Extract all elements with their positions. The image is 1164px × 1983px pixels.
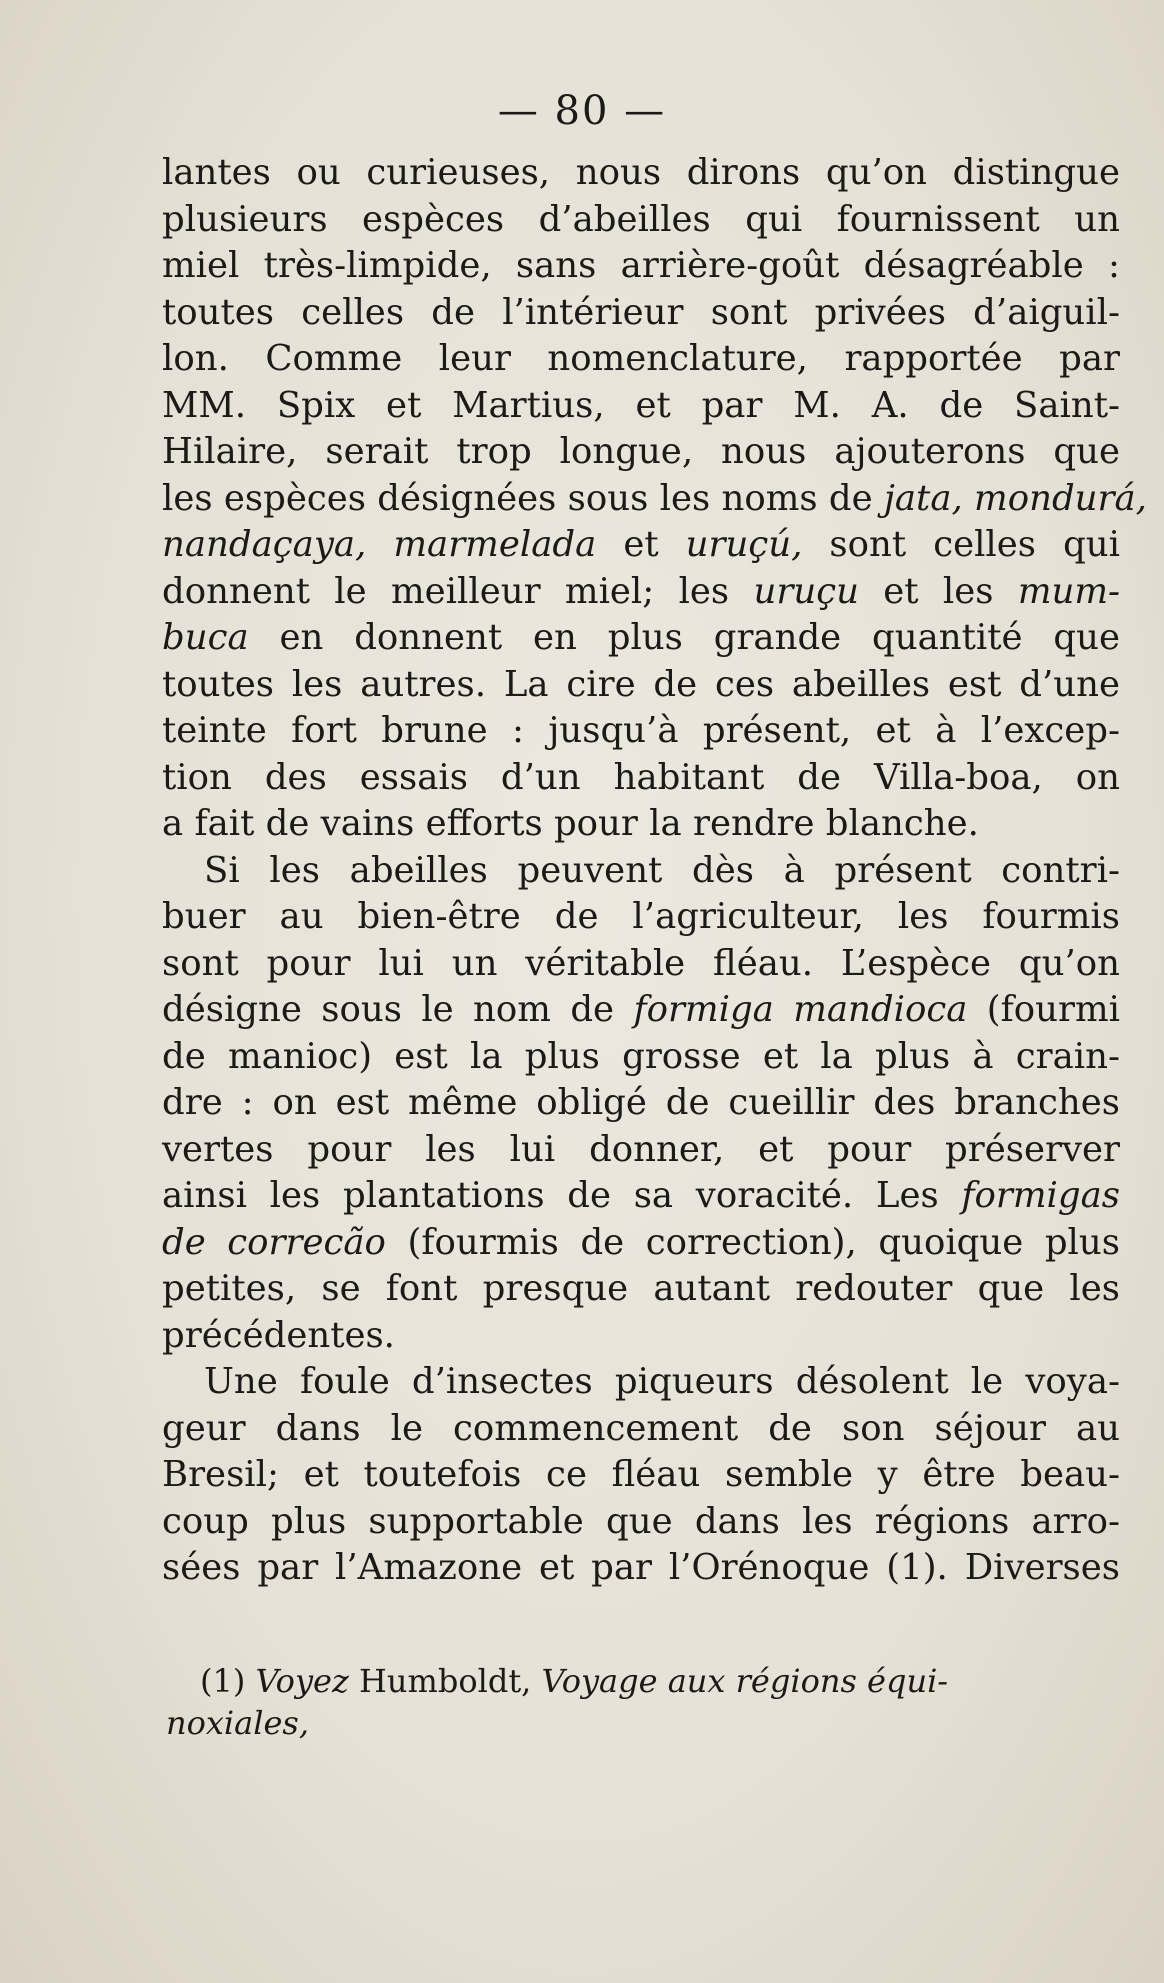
italic-text: uruçu — [753, 570, 859, 612]
text-segment: tion des essais d’un habitant de Villa-boa, on — [162, 756, 1120, 798]
text-segment: sées par l’Amazone et par l’Orénoque (1). Diverses — [162, 1547, 1120, 1588]
text-segment: Humboldt, — [348, 1662, 542, 1700]
text-segment: précédentes. — [162, 1314, 395, 1356]
italic-text: formiga mandioca — [633, 989, 968, 1030]
text-line — [162, 197, 1120, 244]
footnote-line — [166, 1702, 1120, 1744]
text-segment: Si les abeilles peuvent dès à présent contri- — [204, 849, 1120, 891]
text-segment: sont celles qui — [802, 524, 1121, 565]
text-segment: de manioc) est la plus grosse et la plus à crain- — [162, 1035, 1120, 1077]
text-line — [162, 615, 1120, 662]
text-segment: Bresil; et toutefois ce fléau semble y être beau- — [162, 1454, 1120, 1495]
text-line — [162, 569, 1120, 616]
text-line — [162, 1080, 1120, 1127]
text-line — [162, 848, 1120, 895]
text-line — [162, 1127, 1120, 1174]
italic-text: mum- — [1017, 570, 1120, 612]
text-segment: miel très-limpide, sans arrière-goût désagréable : — [162, 245, 1120, 286]
text-segment: teinte fort brune : jusqu’à présent, et à l’excep- — [162, 710, 1120, 751]
text-line — [162, 1406, 1120, 1453]
text-line — [162, 243, 1120, 290]
text-line — [162, 336, 1120, 383]
text-segment: geur dans le commencement de son séjour au — [162, 1407, 1120, 1449]
text-line — [162, 941, 1120, 988]
text-line — [162, 1499, 1120, 1546]
text-segment: toutes celles de l’intérieur sont privées d’aiguil- — [162, 291, 1120, 333]
text-line — [162, 1545, 1120, 1592]
text-line — [162, 1266, 1120, 1313]
italic-text: uruçú, — [685, 524, 803, 565]
text-line — [162, 383, 1120, 430]
text-segment: petites, se font presque autant redouter que les — [162, 1268, 1120, 1309]
italic-text: buca — [162, 617, 249, 658]
text-segment: vertes pour les lui donner, et pour préserver — [162, 1128, 1120, 1170]
text-segment: les espèces désignées sous les noms de — [162, 477, 884, 519]
text-segment: désigne sous le nom de — [162, 989, 634, 1030]
italic-text: jata, mondurá, — [883, 477, 1147, 519]
text-segment: et — [596, 524, 686, 565]
text-segment: lon. Comme leur nomenclature, rapportée par — [162, 338, 1120, 379]
italic-text: noxiales, — [166, 1704, 309, 1742]
text-line — [162, 987, 1120, 1034]
text-segment: toutes les autres. La cire de ces abeilles est d’une — [162, 663, 1120, 705]
italic-text: Voyage aux régions équi- — [541, 1662, 949, 1700]
text-segment: plusieurs espèces d’abeilles qui fournissent un — [162, 198, 1120, 240]
footnote — [166, 1660, 1120, 1744]
text-line — [162, 755, 1120, 802]
text-line — [162, 708, 1120, 755]
text-segment: a fait de vains efforts pour la rendre blanche. — [162, 803, 979, 844]
text-segment: ainsi les plantations de sa voracité. Les — [162, 1175, 962, 1216]
text-segment: (fourmi — [967, 989, 1120, 1030]
text-line — [162, 801, 1120, 848]
text-line — [162, 150, 1120, 197]
text-line — [162, 1359, 1120, 1406]
text-line — [162, 429, 1120, 476]
page-number-header: — 80 — — [497, 88, 667, 134]
text-segment: lantes ou curieuses, nous dirons qu’on distingue — [162, 152, 1120, 193]
italic-text: formigas — [961, 1175, 1120, 1216]
text-line — [162, 1173, 1120, 1220]
text-segment: dre : on est même obligé de cueillir des branches — [162, 1082, 1120, 1123]
text-line — [162, 1220, 1120, 1267]
text-line — [162, 476, 1147, 523]
text-segment: MM. Spix et Martius, et par M. A. de Saint- — [162, 384, 1120, 426]
text-line — [162, 662, 1120, 709]
text-line — [162, 290, 1120, 337]
text-segment: en donnent en plus grande quantité que — [248, 617, 1120, 658]
body-text — [162, 150, 1147, 1592]
italic-text: Voyez — [255, 1662, 349, 1700]
text-segment: (1) — [200, 1662, 256, 1700]
italic-text: nandaçaya, marmelada — [162, 524, 597, 565]
text-line — [162, 894, 1120, 941]
text-segment: coup plus supportable que dans les régions arro- — [162, 1500, 1120, 1542]
text-segment: sont pour lui un véritable fléau. L’espèce qu’on — [162, 942, 1120, 984]
footnote-line — [200, 1660, 1120, 1702]
text-segment: Hilaire, serait trop longue, nous ajouterons que — [162, 431, 1120, 472]
text-line — [162, 1452, 1120, 1499]
text-segment: buer au bien-être de l’agriculteur, les fourmis — [162, 896, 1120, 937]
text-line — [162, 1034, 1120, 1081]
text-segment: donnent le meilleur miel; les — [162, 570, 754, 612]
text-segment: (fourmis de correction), quoique plus — [385, 1221, 1120, 1263]
text-segment: Une foule d’insectes piqueurs désolent le voya- — [204, 1361, 1120, 1402]
text-line — [162, 522, 1120, 569]
text-segment: et les — [858, 570, 1018, 612]
text-line — [162, 1313, 1120, 1360]
italic-text: de correcão — [162, 1221, 386, 1263]
